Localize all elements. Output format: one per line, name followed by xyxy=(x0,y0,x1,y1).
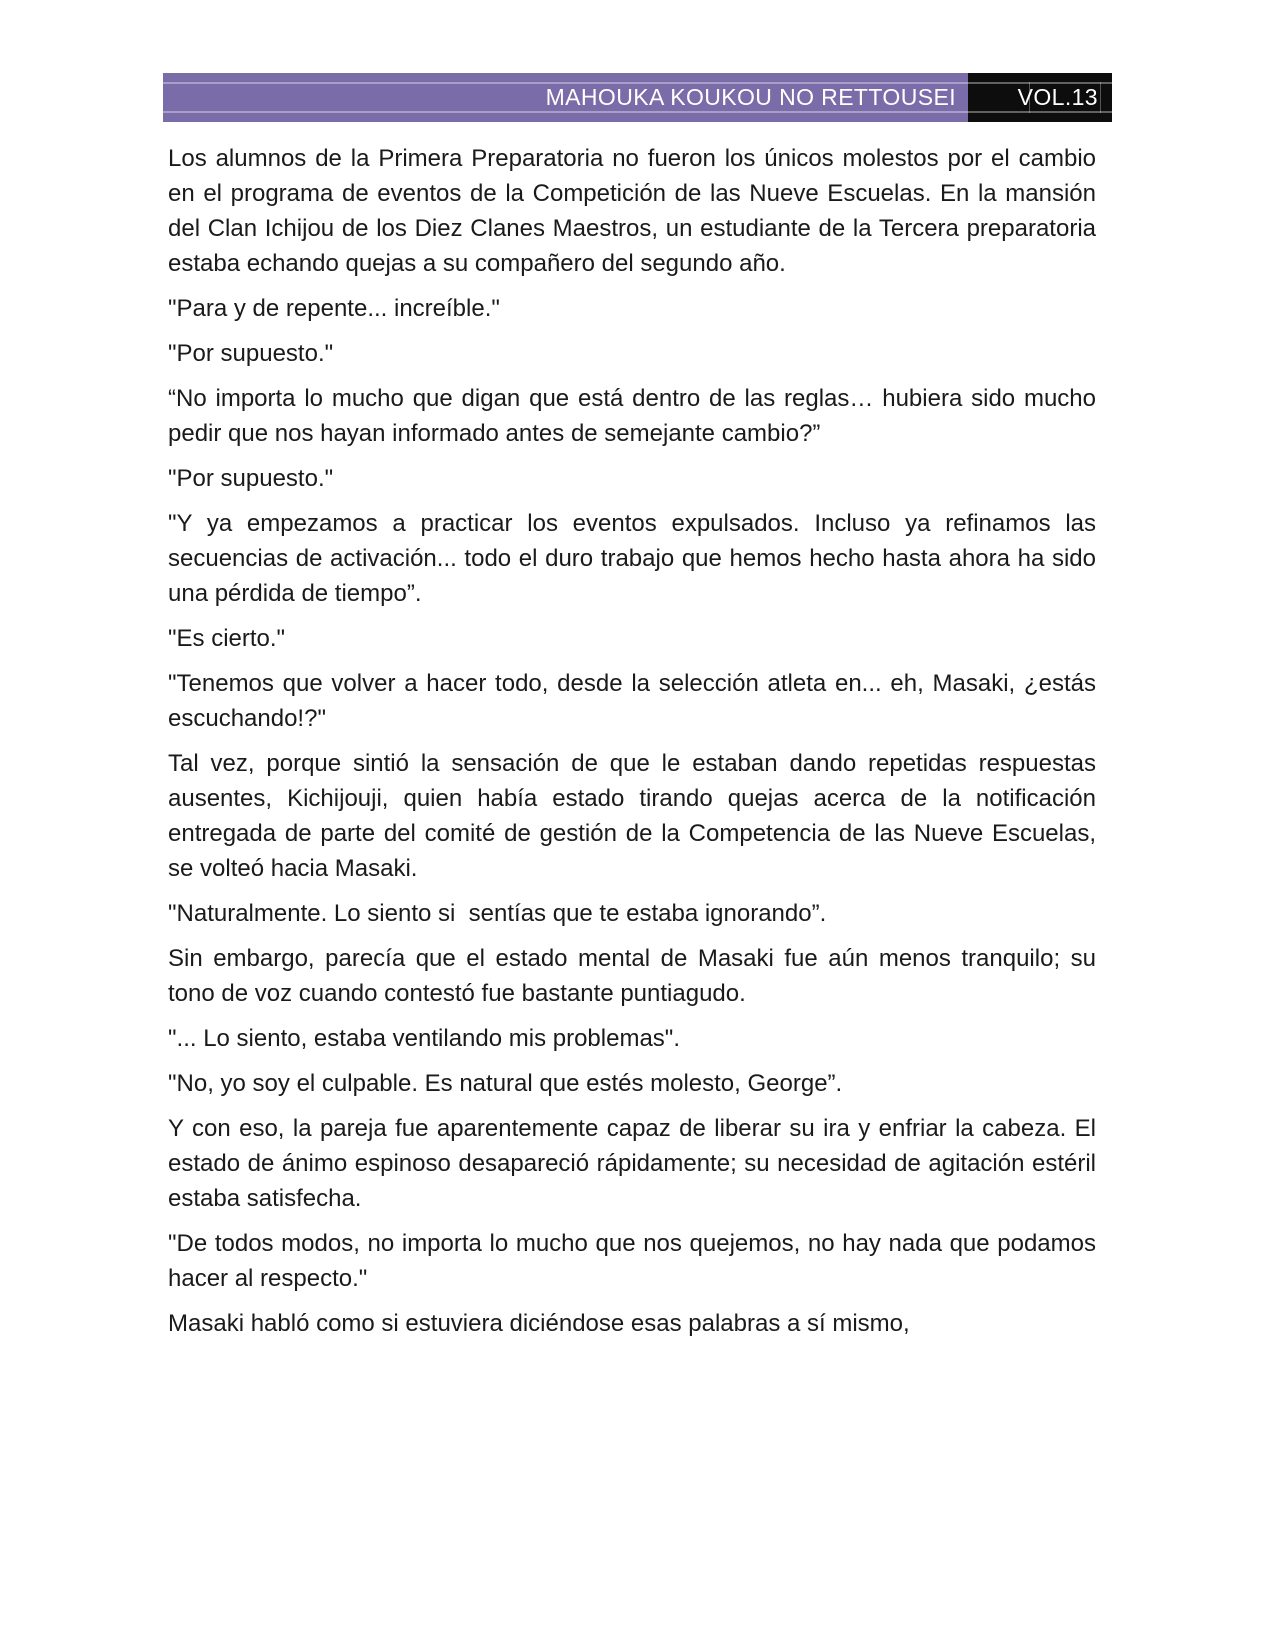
paragraph: “No importa lo mucho que digan que está dentro de las reglas… hubiera sido mucho pedir que nos hayan informado antes de semejante cambio?” xyxy=(168,385,1096,447)
paragraph: "Por supuesto." xyxy=(168,465,334,492)
paragraph: "Por supuesto." xyxy=(168,340,334,367)
paragraph: "Es cierto." xyxy=(168,625,286,652)
volume-badge-divider-right xyxy=(1100,82,1101,113)
paragraph: Sin embargo, parecía que el estado mental de Masaki fue aún menos tranquilo; su tono de voz cuando contestó fue bastante puntiagudo. xyxy=(168,945,1096,1007)
header-bar xyxy=(163,73,1112,122)
paragraph: "De todos modos, no importa lo mucho que nos quejemos, no hay nada que podamos hacer al respecto." xyxy=(168,1230,1096,1292)
header-inner-line-top xyxy=(163,82,1112,84)
page-header-title: MAHOUKA KOUKOU NO RETTOUSEI xyxy=(545,84,956,110)
paragraph: "Para y de repente... increíble." xyxy=(168,295,500,322)
volume-badge-divider-left xyxy=(1029,82,1030,113)
paragraph: "Tenemos que volver a hacer todo, desde la selección atleta en... eh, Masaki, ¿estás escuchando!?" xyxy=(168,670,1096,732)
paragraph: "Naturalmente. Lo siento si sentías que te estaba ignorando”. xyxy=(168,900,827,927)
paragraph: Tal vez, porque sintió la sensación de que le estaban dando repetidas respuestas ausentes, Kichijouji, quien había estado tirando quejas acerca de la notificación entregada de parte del comité de gestión de la Competencia de las Nueve Escuelas, se volteó hacia Masaki. xyxy=(168,750,1096,882)
header-inner-line-bottom xyxy=(163,111,1112,113)
volume-badge xyxy=(968,73,1112,122)
paragraph: "No, yo soy el culpable. Es natural que estés molesto, George”. xyxy=(168,1070,843,1097)
paragraph: "... Lo siento, estaba ventilando mis problemas". xyxy=(168,1025,680,1052)
paragraph: Los alumnos de la Primera Preparatoria no fueron los únicos molestos por el cambio en el programa de eventos de la Competición de las Nueve Escuelas. En la mansión del Clan Ichijou de los Diez Clanes Maestros, un estudiante de la Tercera preparatoria estaba echando quejas a su compañero del segundo año. xyxy=(168,145,1096,277)
paragraph: Masaki habló como si estuviera diciéndose esas palabras a sí mismo, xyxy=(168,1310,910,1337)
paragraph: "Y ya empezamos a practicar los eventos expulsados. Incluso ya refinamos las secuencias de activación... todo el duro trabajo que hemos hecho hasta ahora ha sido una pérdida de tiempo”. xyxy=(168,510,1096,607)
document-text xyxy=(168,141,1096,1351)
volume-label: VOL.13 xyxy=(1017,84,1098,110)
paragraph: Y con eso, la pareja fue aparentemente capaz de liberar su ira y enfriar la cabeza. El estado de ánimo espinoso desapareció rápidamente; su necesidad de agitación estéril estaba satisfecha. xyxy=(168,1115,1096,1212)
